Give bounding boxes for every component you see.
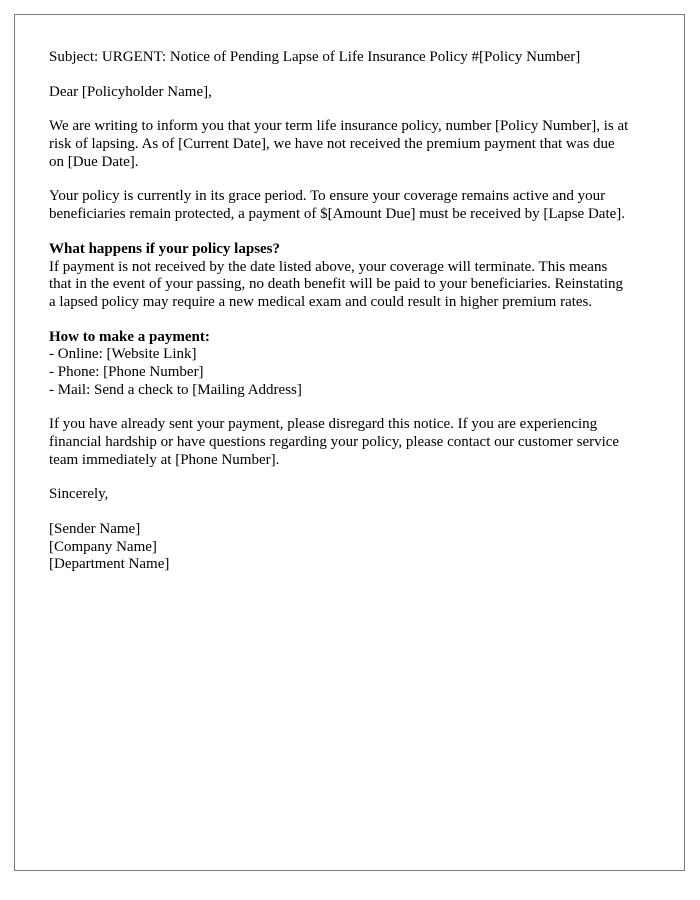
payment-option-online: - Online: [Website Link]	[49, 346, 197, 363]
payment-instructions-section	[49, 329, 632, 400]
payment-section-heading: How to make a payment:	[49, 328, 210, 345]
paragraph-grace-period: Your policy is currently in its grace period. To ensure your coverage remains active and your beneficiaries remain protected, a payment of $[Amount Due] must be received by [Lapse Date].	[49, 188, 626, 223]
lapse-section-body: If payment is not received by the date listed above, your coverage will terminate. This means that in the event of your passing, no death benefit will be paid to your beneficiaries. Reinstating a lapsed policy may require a new medical exam and could result in higher premium rates.	[49, 258, 624, 310]
payment-option-mail: - Mail: Send a check to [Mailing Address]	[49, 381, 302, 398]
paragraph-risk-of-lapsing: We are writing to inform you that your term life insurance policy, number [Policy Number], is at risk of lapsing. As of [Current Date], we have not received the premium payment that was due on [Due Date].	[49, 118, 629, 170]
greeting: Dear [Policyholder Name],	[49, 83, 212, 100]
letter-page	[14, 14, 685, 871]
lapse-consequences-section	[49, 241, 632, 312]
subject-line: Subject: URGENT: Notice of Pending Lapse of Life Insurance Policy #[Policy Number]	[49, 49, 581, 65]
payment-option-phone: - Phone: [Phone Number]	[49, 363, 204, 380]
lapse-section-heading: What happens if your policy lapses?	[49, 240, 281, 257]
signature-company-name: [Company Name]	[49, 538, 157, 555]
signature-sender-name: [Sender Name]	[49, 521, 141, 538]
signature-department-name: [Department Name]	[49, 556, 170, 573]
closing: Sincerely,	[49, 486, 109, 503]
signature-block	[49, 521, 632, 574]
paragraph-disregard-notice: If you have already sent your payment, please disregard this notice. If you are experiencing financial hardship or have questions regarding your policy, please contact our customer service team immediately at [Phone Number].	[49, 416, 620, 468]
